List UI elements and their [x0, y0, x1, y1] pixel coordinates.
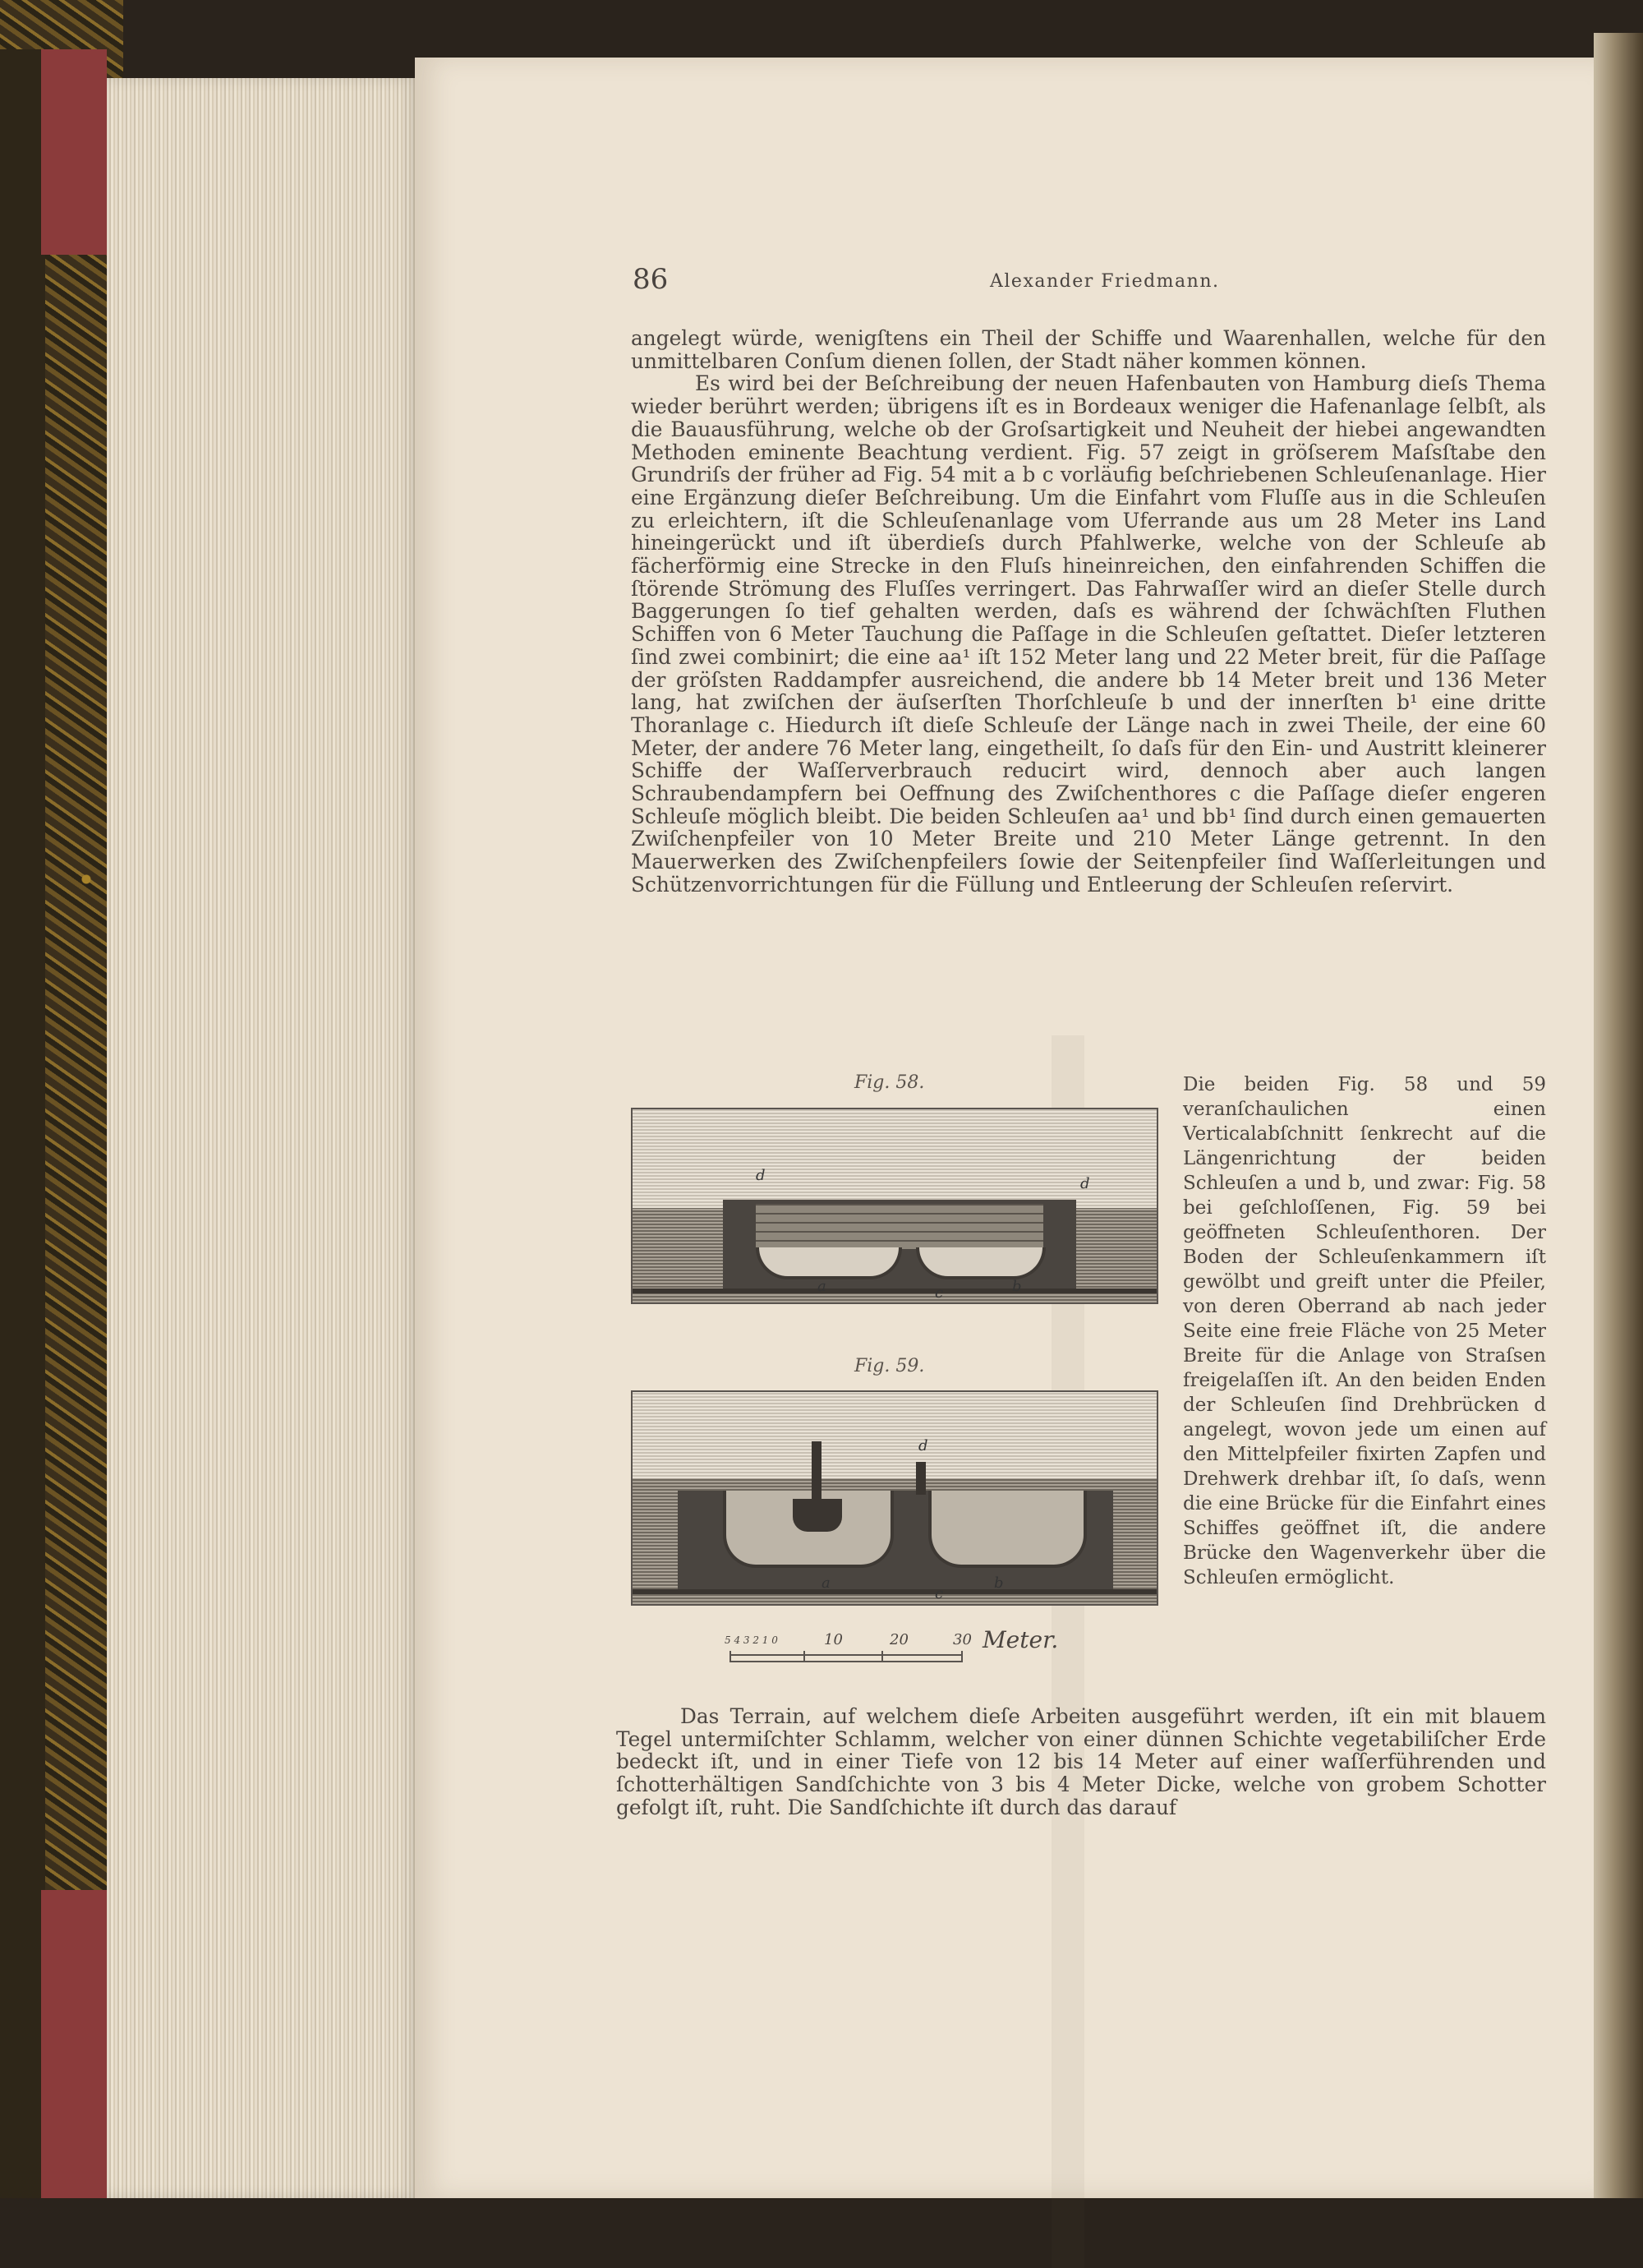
- page-stack-edges: [107, 78, 419, 2198]
- scale-bar: [721, 1626, 1059, 1672]
- scale-tick: [961, 1651, 963, 1662]
- figure-59-caption: Fig. 59.: [854, 1356, 925, 1376]
- fig58-masonry: [756, 1204, 1043, 1249]
- fig58-sky: [633, 1109, 1157, 1208]
- fig58-ground-line: [633, 1288, 1157, 1293]
- main-text-block: [631, 327, 1546, 897]
- paragraph-continuation: angelegt würde, wenigſtens ein Theil der Schiffe und Waarenhallen, welche für den unmittelbaren Conſum dienen ſollen, der Stadt näher kommen können.: [631, 326, 1546, 373]
- fig59-sky: [633, 1392, 1157, 1478]
- scale-bar-line: [729, 1654, 961, 1662]
- fig59-label-d: d: [918, 1437, 928, 1454]
- page-header: [624, 263, 1577, 304]
- page-number: 86: [633, 263, 669, 296]
- fig59-label-a: a: [822, 1574, 831, 1592]
- scale-tick: [803, 1651, 805, 1662]
- fig58-basin-b: [916, 1247, 1046, 1279]
- paragraph-bordeaux: Es wird bei der Beſchreibung der neuen Hafenbauten von Hamburg dieſs Thema wieder berührt werden; übrigens iſt es in Bordeaux weniger die Hafenanlage ſelbſt, als die Bauausführung, welche ob der Groſsartigkeit und Neuheit der hiebei angewandten Methoden eminente Beachtung verdient. Fig. 57 zeigt in gröſserem Maſsſtabe den Grundriſs der früher ad Fig. 54 mit a b c vorläufig beſchriebenen Schleuſenanlage. Hier eine Ergänzung dieſer Beſchreibung. Um die Einfahrt vom Fluſſe aus in die Schleuſen zu erleichtern, iſt die Schleuſenanlage vom Uferrande aus um 28 Meter ins Land hineingerückt und iſt überdieſs durch Pfahlwerke, welche von der Schleuſe ab fächerförmig eine Strecke in den Fluſs hineinreichen, den einfahrenden Schiffen die ſtörende Strömung des Fluſſes verringert. Das Fahrwaſſer wird an dieſer Stelle durch Baggerungen ſo tief gehalten werden, daſs es während der ſchwächſten Fluthen Schiffen von 6 Meter Tauchung die Paſſage in die Schleuſen geſtattet. Dieſer letzteren ſind zwei combinirt; die eine aa¹ iſt 152 Meter lang und 22 Meter breit, für die Paſſage der gröſsten Raddampfer ausreichend, die andere bb 14 Meter breit und 136 Meter lang, hat zwiſchen der äuſserſten Thorſchleuſe b und der innerſten b¹ eine dritte Thoranlage c. Hiedurch iſt dieſe Schleuſe der Länge nach in zwei Theile, der eine 60 Meter, der andere 76 Meter lang, eingetheilt, ſo daſs für den Ein- und Austritt kleinerer Schiffe der Waſſerverbrauch reducirt wird, dennoch aber auch langen Schraubendampfern bei Oeffnung des Zwiſchenthores c die Paſſage dieſer engeren Schleuſe möglich bleibt. Die beiden Schleuſen aa¹ und bb¹ ſind durch einen gemauerten Zwiſchenpfeiler von 10 Meter Breite und 210 Meter Länge getrennt. In den Mauerwerken des Zwiſchenpfeilers ſowie der Seitenpfeiler ſind Waſſerleitungen und Schützenvorrichtungen für die Füllung und Entleerung der Schleuſen reſervirt.: [631, 371, 1546, 897]
- scale-label-30: 30: [953, 1631, 972, 1648]
- side-text-block: Die beiden Fig. 58 und 59 veranſchaulichen einen Verticalabſchnitt ſenkrecht auf die Längenrichtung der beiden Schleuſen a und b, und zwar: Fig. 58 bei geſchloſſenen, Fig. 59 bei geöffneten Schleuſenthoren. Der Boden der Schleuſenkammern iſt gewölbt und greift unter die Pfeiler, von deren Oberrand ab nach jeder Seite eine freie Fläche von 25 Meter Breite für die Anlage von Straſsen freigelaſſen iſt. An den beiden Enden der Schleuſen ſind Drehbrücken d angelegt, wovon jede um einen auf den Mittelpfeiler fixirten Zapfen und Drehwerk drehbar iſt, ſo daſs, wenn die eine Brücke für die Einfahrt eines Schiffes geöffnet iſt, die andere Brücke den Wagenverkehr über die Schleuſen ermöglicht.: [1183, 1074, 1546, 1588]
- fig58-label-d-right: d: [1080, 1175, 1090, 1192]
- scale-tick: [729, 1651, 731, 1662]
- bottom-text-block: Das Terrain, auf welchem dieſe Arbeiten ausgeführt werden, iſt ein mit blauem Tegel untermiſchter Schlamm, welcher von einer dünnen Schichte vegetabiliſcher Erde bedeckt iſt, und in einer Tiefe von 12 bis 14 Meter auf einer waſſerführenden und ſchotterhältigen Sandſchichte von 3 bis 4 Meter Dicke, welche von grobem Schotter gefolgt iſt, ruht. Die Sandſchichte iſt durch das darauf: [616, 1704, 1546, 1819]
- fig58-label-b: b: [1012, 1278, 1022, 1295]
- fig58-label-a: a: [817, 1278, 826, 1295]
- scale-label-20: 20: [890, 1631, 909, 1648]
- fig58-basin-a: [756, 1247, 902, 1279]
- running-head: Alexander Friedmann.: [990, 271, 1220, 292]
- spine-red-corner-bottom: [41, 1890, 107, 2198]
- scale-label-10: 10: [824, 1631, 843, 1648]
- fig58-label-c: c: [935, 1284, 944, 1302]
- facing-page-edge: [1594, 33, 1643, 2198]
- figure-58-caption: Fig. 58.: [854, 1072, 925, 1093]
- scale-unit: Meter.: [983, 1626, 1059, 1653]
- figure-58-lock-section-closed: [631, 1108, 1158, 1304]
- spine-dark-band: [0, 49, 45, 2198]
- fig59-label-b: b: [994, 1574, 1004, 1592]
- fig59-basin-b: [928, 1491, 1087, 1568]
- marbled-cover: [0, 0, 123, 2198]
- fig59-label-c: c: [935, 1585, 944, 1602]
- fig59-steamer-funnel: [812, 1441, 822, 1499]
- figure-59-lock-section-open: [631, 1390, 1158, 1606]
- scale-tick: [881, 1651, 883, 1662]
- fig59-steamer-hull: [793, 1499, 842, 1532]
- spine-red-corner-top: [41, 49, 107, 255]
- scale-label-small: 5 4 3 2 1 0: [725, 1634, 778, 1646]
- fig59-ground-line: [633, 1589, 1157, 1594]
- fig58-label-d-left: d: [756, 1167, 766, 1184]
- fig59-center-post: [916, 1462, 926, 1495]
